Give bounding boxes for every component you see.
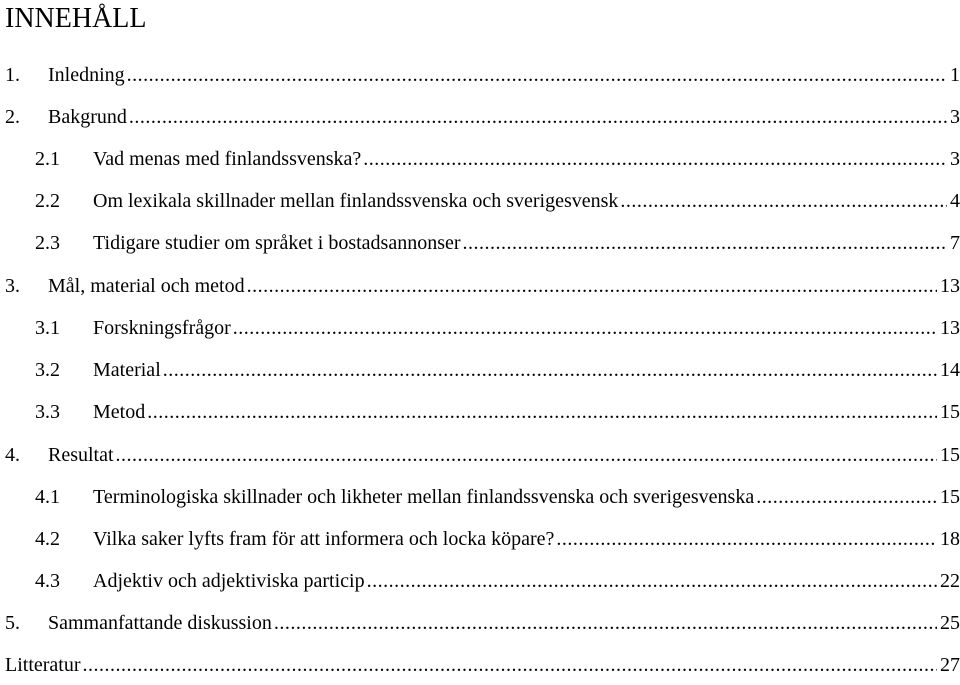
toc-entry-page: 3 xyxy=(950,148,960,170)
toc-entry-4-3[interactable] xyxy=(0,568,960,594)
toc-entry-page: 4 xyxy=(950,190,960,212)
toc-entry-label: Vad menas med finlandssvenska? xyxy=(93,148,362,170)
toc-entry-number: 2. xyxy=(5,106,20,128)
toc-entry-1[interactable] xyxy=(0,62,960,88)
toc-entry-page: 15 xyxy=(940,486,960,508)
dot-leader xyxy=(367,568,937,594)
toc-entry-4-2[interactable] xyxy=(0,526,960,552)
toc-entry-number: 4.1 xyxy=(35,486,60,508)
toc-entry-label: Litteratur xyxy=(5,654,81,676)
dot-leader xyxy=(620,188,947,214)
toc-entry-3-3[interactable] xyxy=(0,399,960,425)
toc-entry-page: 15 xyxy=(940,401,960,423)
toc-entry-label: Metod xyxy=(93,401,146,423)
dot-leader xyxy=(83,652,937,678)
toc-entry-number: 4. xyxy=(5,444,20,466)
toc-entry-4[interactable] xyxy=(0,442,960,468)
dot-leader xyxy=(147,399,937,425)
toc-entry-number: 2.2 xyxy=(35,190,60,212)
toc-entry-label: Terminologiska skillnader och likheter mellan finlandssvenska och sverigesvenska xyxy=(93,486,755,508)
toc-entry-page: 13 xyxy=(940,317,960,339)
toc-entry-number: 3. xyxy=(5,275,20,297)
dot-leader xyxy=(363,146,947,172)
toc-entry-page: 18 xyxy=(940,528,960,550)
toc-entry-label: Adjektiv och adjektiviska particip xyxy=(93,570,365,592)
toc-entry-label: Tidigare studier om språket i bostadsannonser xyxy=(93,232,461,254)
toc-entry-label: Inledning xyxy=(48,64,125,86)
toc-entry-litteratur[interactable] xyxy=(0,652,960,678)
toc-entry-3[interactable] xyxy=(0,273,960,299)
toc-entry-page: 27 xyxy=(940,654,960,676)
dot-leader xyxy=(463,230,947,256)
toc-entry-label: Mål, material och metod xyxy=(48,275,245,297)
toc-entry-page: 7 xyxy=(950,232,960,254)
dot-leader xyxy=(163,357,937,383)
toc-entry-number: 3.2 xyxy=(35,359,60,381)
toc-entry-number: 5. xyxy=(5,612,20,634)
toc-entry-page: 1 xyxy=(950,64,960,86)
toc-entry-number: 3.1 xyxy=(35,317,60,339)
toc-entry-label: Material xyxy=(93,359,161,381)
toc-entry-3-1[interactable] xyxy=(0,315,960,341)
toc-entry-page: 15 xyxy=(940,444,960,466)
dot-leader xyxy=(756,484,937,510)
dot-leader xyxy=(233,315,937,341)
toc-entry-page: 25 xyxy=(940,612,960,634)
toc-entry-label: Resultat xyxy=(48,444,114,466)
toc-entry-2-3[interactable] xyxy=(0,230,960,256)
dot-leader xyxy=(116,442,937,468)
toc-entry-2[interactable] xyxy=(0,104,960,130)
toc-entry-number: 4.2 xyxy=(35,528,60,550)
toc-entry-number: 2.1 xyxy=(35,148,60,170)
toc-entry-label: Sammanfattande diskussion xyxy=(48,612,272,634)
dot-leader xyxy=(129,104,947,130)
toc-entry-number: 2.3 xyxy=(35,232,60,254)
toc-entry-page: 22 xyxy=(940,570,960,592)
toc-entry-3-2[interactable] xyxy=(0,357,960,383)
toc-title: INNEHÅLL xyxy=(5,3,147,34)
dot-leader xyxy=(274,610,937,636)
toc-entry-label: Bakgrund xyxy=(48,106,127,128)
toc-entry-5[interactable] xyxy=(0,610,960,636)
toc-entry-number: 4.3 xyxy=(35,570,60,592)
toc-entry-4-1[interactable] xyxy=(0,484,960,510)
toc-entry-2-1[interactable] xyxy=(0,146,960,172)
dot-leader xyxy=(127,62,947,88)
toc-entry-number: 3.3 xyxy=(35,401,60,423)
toc-entry-label: Forskningsfrågor xyxy=(93,317,231,339)
toc-entry-page: 13 xyxy=(940,275,960,297)
dot-leader xyxy=(247,273,937,299)
toc-entry-number: 1. xyxy=(5,64,20,86)
toc-entry-page: 3 xyxy=(950,106,960,128)
toc-entry-label: Vilka saker lyfts fram för att informera och locka köpare? xyxy=(93,528,555,550)
toc-entry-2-2[interactable] xyxy=(0,188,960,214)
dot-leader xyxy=(556,526,937,552)
toc-entry-label: Om lexikala skillnader mellan finlandssvenska och sverigesvensk xyxy=(93,190,619,212)
toc-entry-page: 14 xyxy=(940,359,960,381)
